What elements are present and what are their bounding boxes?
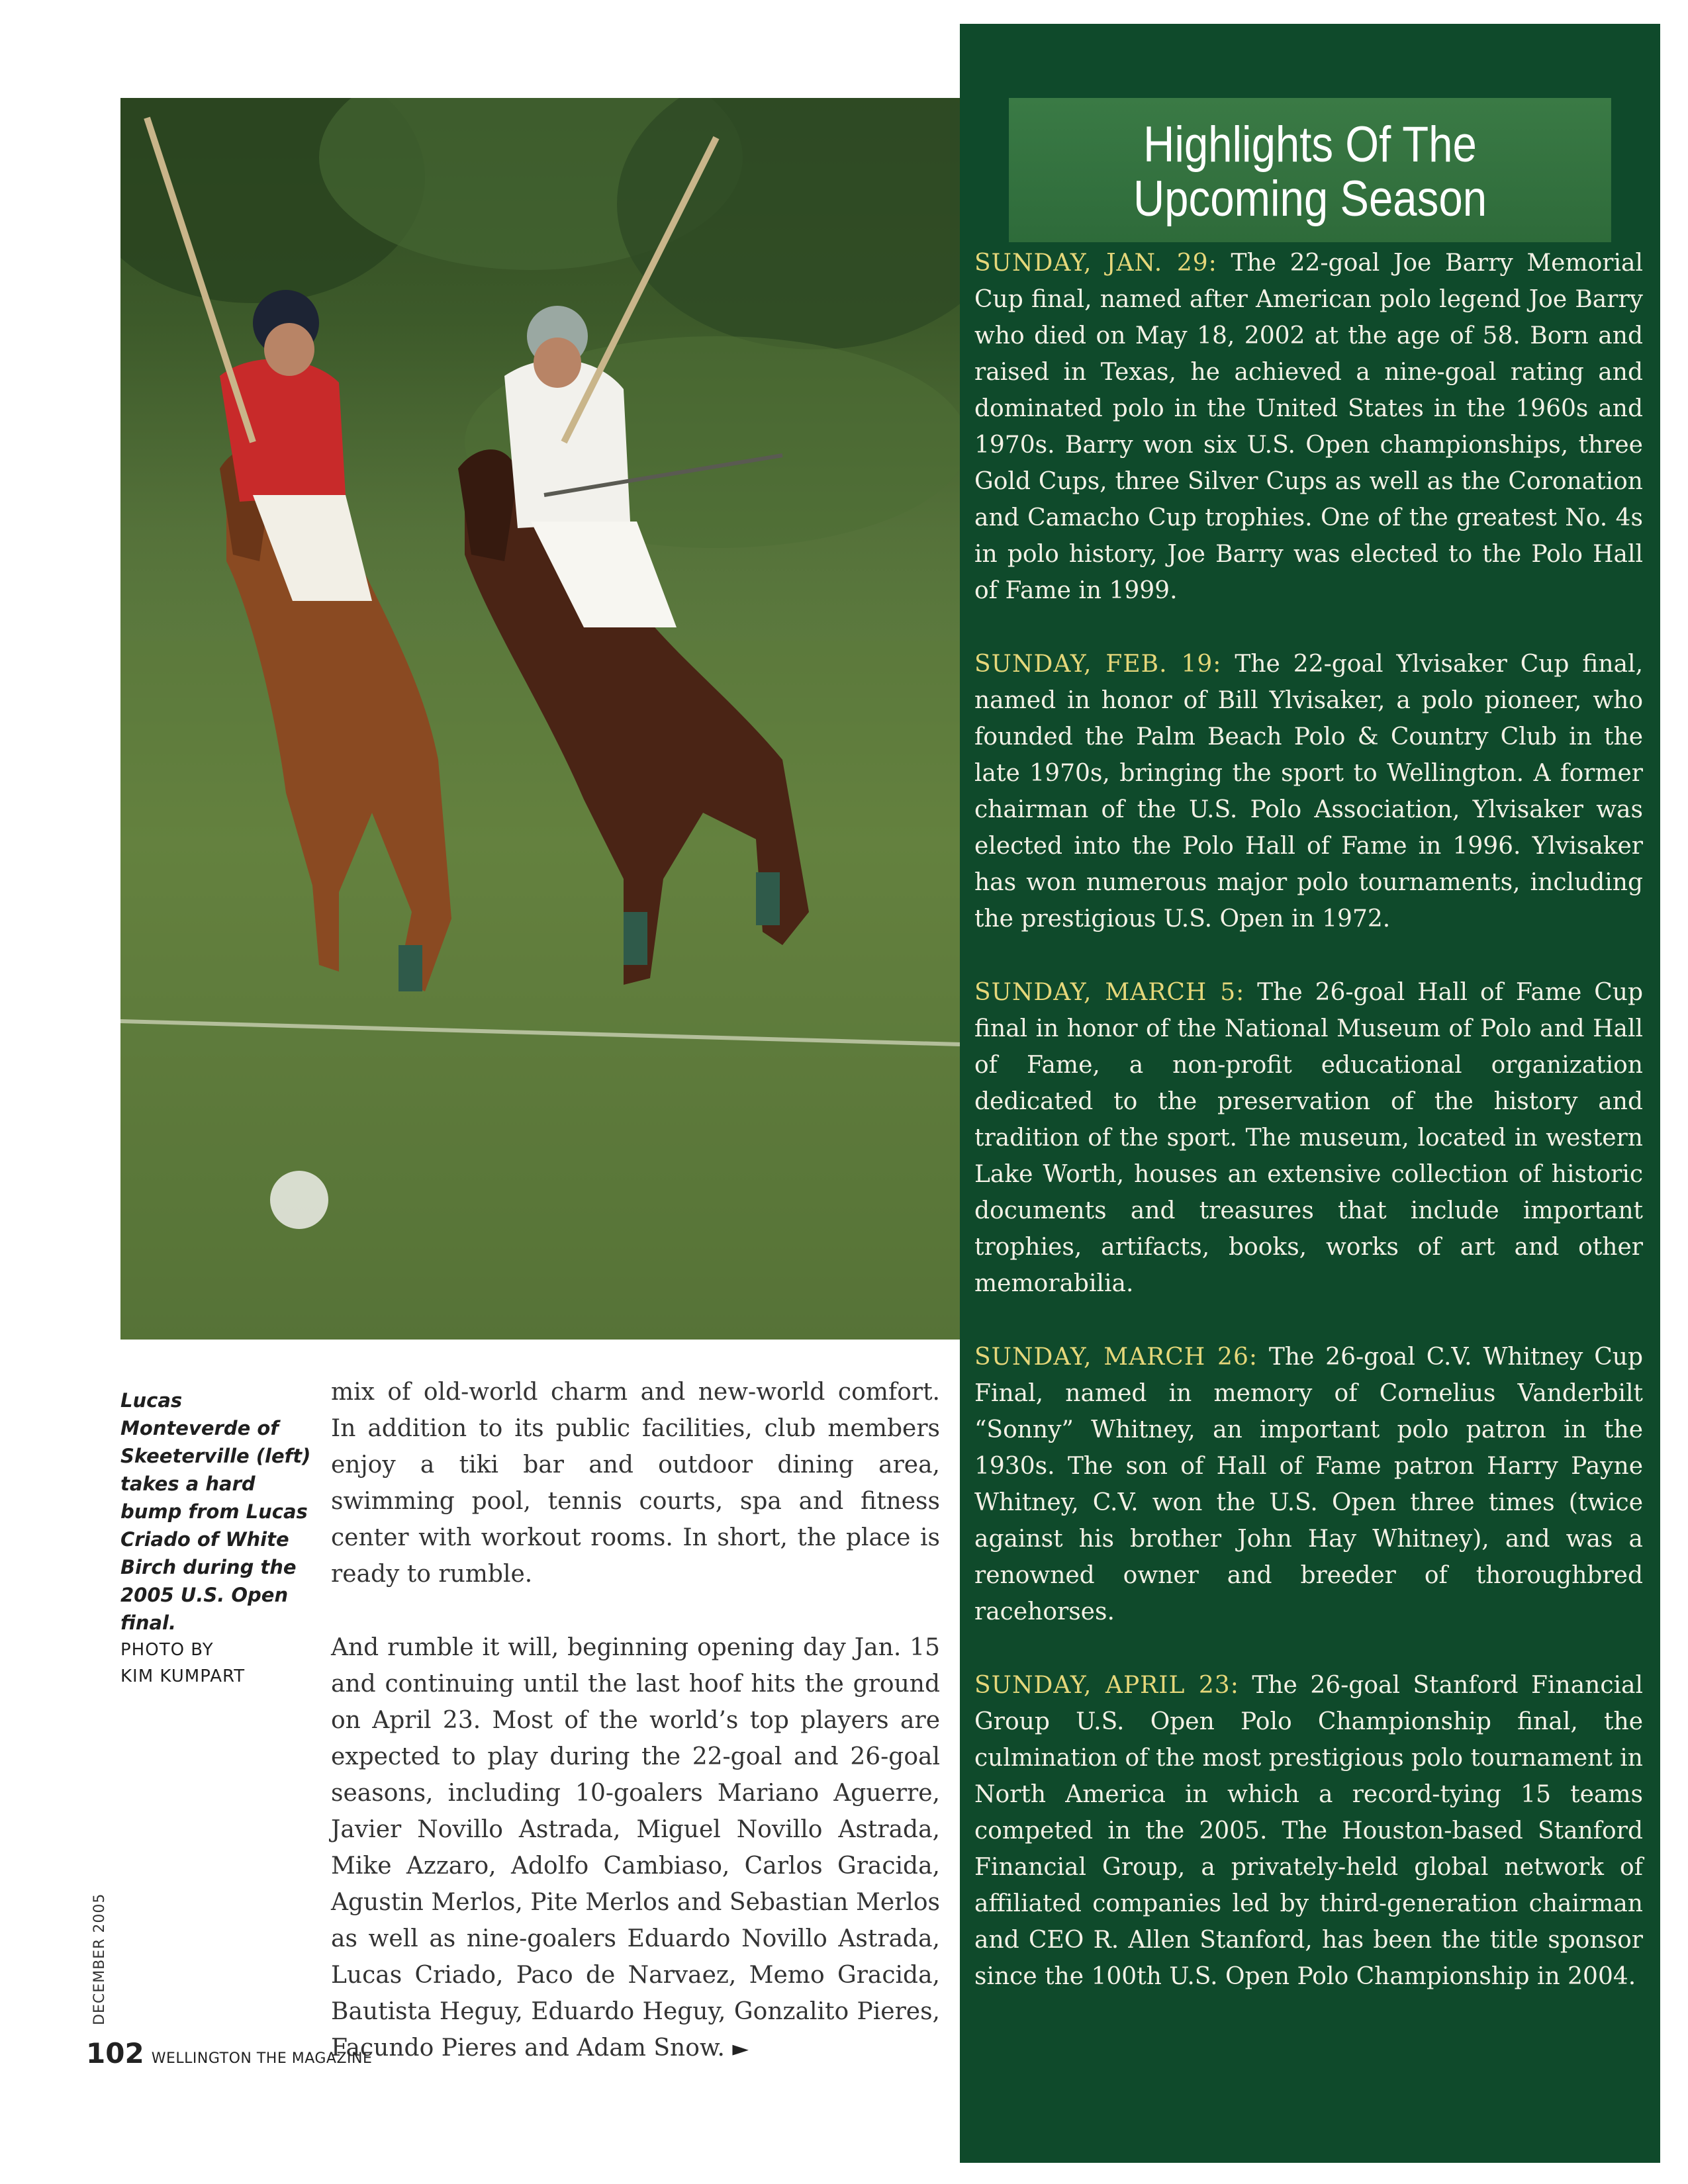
polo-field [120,641,960,1340]
photo-credit-name: KIM KUMPART [120,1666,246,1686]
caption-text: Lucas Monteverde of Skeeterville (left) takes a hard bump from Lucas Criado of White Birch during the 2005 U.S. Open final. [120,1389,311,1634]
event-text: The 22-goal Ylvisaker Cup final, named in honor of Bill Ylvisaker, a polo pioneer, who founded the Palm Beach Polo & Country Club in the late 1970s, bringing the sport to Wellington. A former chairman of the U.S. Polo Association, Ylvisaker was elected into the Polo Hall of Fame in 1996. Ylvisaker has won numerous major polo tournaments, including the prestigious U.S. Open in 1972. [974,651,1644,933]
event-text: The 26-goal C.V. Whitney Cup Final, named in memory of Cornelius Vanderbilt “Sonny” Whitney, an important polo patron in the 1930s. The son of Hall of Fame patron Harry Payne Whitney, C.V. won the U.S. Open three times (twice against his brother John Hay Whitney), and was a renowned owner and breeder of thoroughbred racehorses. [974,1343,1643,1625]
sidebar-events [974,245,1643,2032]
page-folio [86,2037,372,2070]
white-rider-face [534,338,581,388]
event-date: SUNDAY, MARCH 26: [974,1343,1258,1371]
event-text: The 26-goal Stanford Financial Group U.S. Open Polo Championship final, the culmination of the most prestigious polo tournament in North America in which a record-tying 15 teams competed in the 2005. The Houston-based Stanford Financial Group, a privately-held global network of affiliated companies led by third-generation chairman and CEO R. Allen Stanford, has been the title sponsor since the 100th U.S. Open Polo Championship in 2004. [974,1672,1643,1990]
sidebar-title-line2: Upcoming Season [1133,171,1487,227]
polo-photo-illustration [120,98,960,1340]
event-entry [974,1667,1643,1995]
red-rider-shirt [220,359,346,502]
event-date: SUNDAY, MARCH 5: [974,979,1245,1006]
page-number: 102 [86,2037,144,2070]
event-text: The 22-goal Joe Barry Memorial Cup final, named after American polo legend Joe Barry who died on May 18, 2002 at the age of 58. Born and raised in Texas, he achieved a nine-goal rating and dominated polo in the United States in the 1960s and 1970s. Barry won six U.S. Open championships, three Gold Cups, three Silver Cups as well as the Coronation and Camacho Cup trophies. One of the greatest No. 4s in polo history, Joe Barry was elected to the Polo Hall of Fame in 1999. [974,250,1643,604]
red-rider-face [264,323,314,376]
highlights-sidebar [960,24,1660,2163]
event-entry [974,646,1643,937]
polo-ball [270,1171,328,1229]
event-date: SUNDAY, APRIL 23: [974,1672,1239,1699]
event-text: The 26-goal Hall of Fame Cup final in honor of the National Museum of Polo and Hall of Fame, a non-profit educational organization dedicated to the preservation of the history and tradition of the sport. The museum, located in western Lake Worth, houses an extensive collection of historic documents and treasures that include important trophies, artifacts, books, works of art and other memorabilia. [974,979,1644,1297]
continue-arrow-icon: ► [732,2036,749,2061]
tree-blur [617,98,960,349]
article-paragraph: mix of old-world charm and new-world comfort. In addition to its public facilities, club members enjoy a tiki bar and outdoor dining area, swimming pool, tennis courts, spa and fitness center with workout rooms. In short, the place is ready to rumble. [331,1379,940,1588]
event-entry [974,1339,1643,1630]
magazine-name: WELLINGTON THE MAGAZINE [151,2050,373,2067]
article-paragraph-text: And rumble it will, beginning opening day Jan. 15 and continuing until the last hoof hits the ground on April 23. Most of the world’s top players are expected to play during the 22-goal and 26-goal seasons, including 10-goalers Mariano Aguerre, Javier Novillo Astrada, Miguel Novillo Astrada, Mike Azzaro, Adolfo Cambiaso, Carlos Gracida, Agustin Merlos, Pite Merlos and Sebastian Merlos as well as nine-goalers Eduardo Novillo Astrada, Lucas Criado, Paco de Narvaez, Memo Gracida, Bautista Heguy, Eduardo Heguy, Gonzalito Pieres, Facundo Pieres and Adam Snow. [331,1634,940,2062]
article-paragraph [331,1629,940,2067]
issue-date: DECEMBER 2005 [91,1893,108,2025]
sidebar-title-line1: Highlights Of The [1143,116,1477,173]
polo-photo [120,98,960,1340]
sidebar-title [1009,98,1611,242]
event-date: SUNDAY, JAN. 29: [974,250,1217,277]
event-entry [974,974,1643,1302]
leg-wrap [756,872,780,925]
photo-caption [120,1387,316,1690]
leg-wrap [399,945,422,991]
leg-wrap [624,912,647,965]
event-date: SUNDAY, FEB. 19: [974,651,1222,678]
event-entry [974,245,1643,609]
article-body [331,1374,940,2104]
photo-credit-label: PHOTO BY [120,1640,214,1660]
